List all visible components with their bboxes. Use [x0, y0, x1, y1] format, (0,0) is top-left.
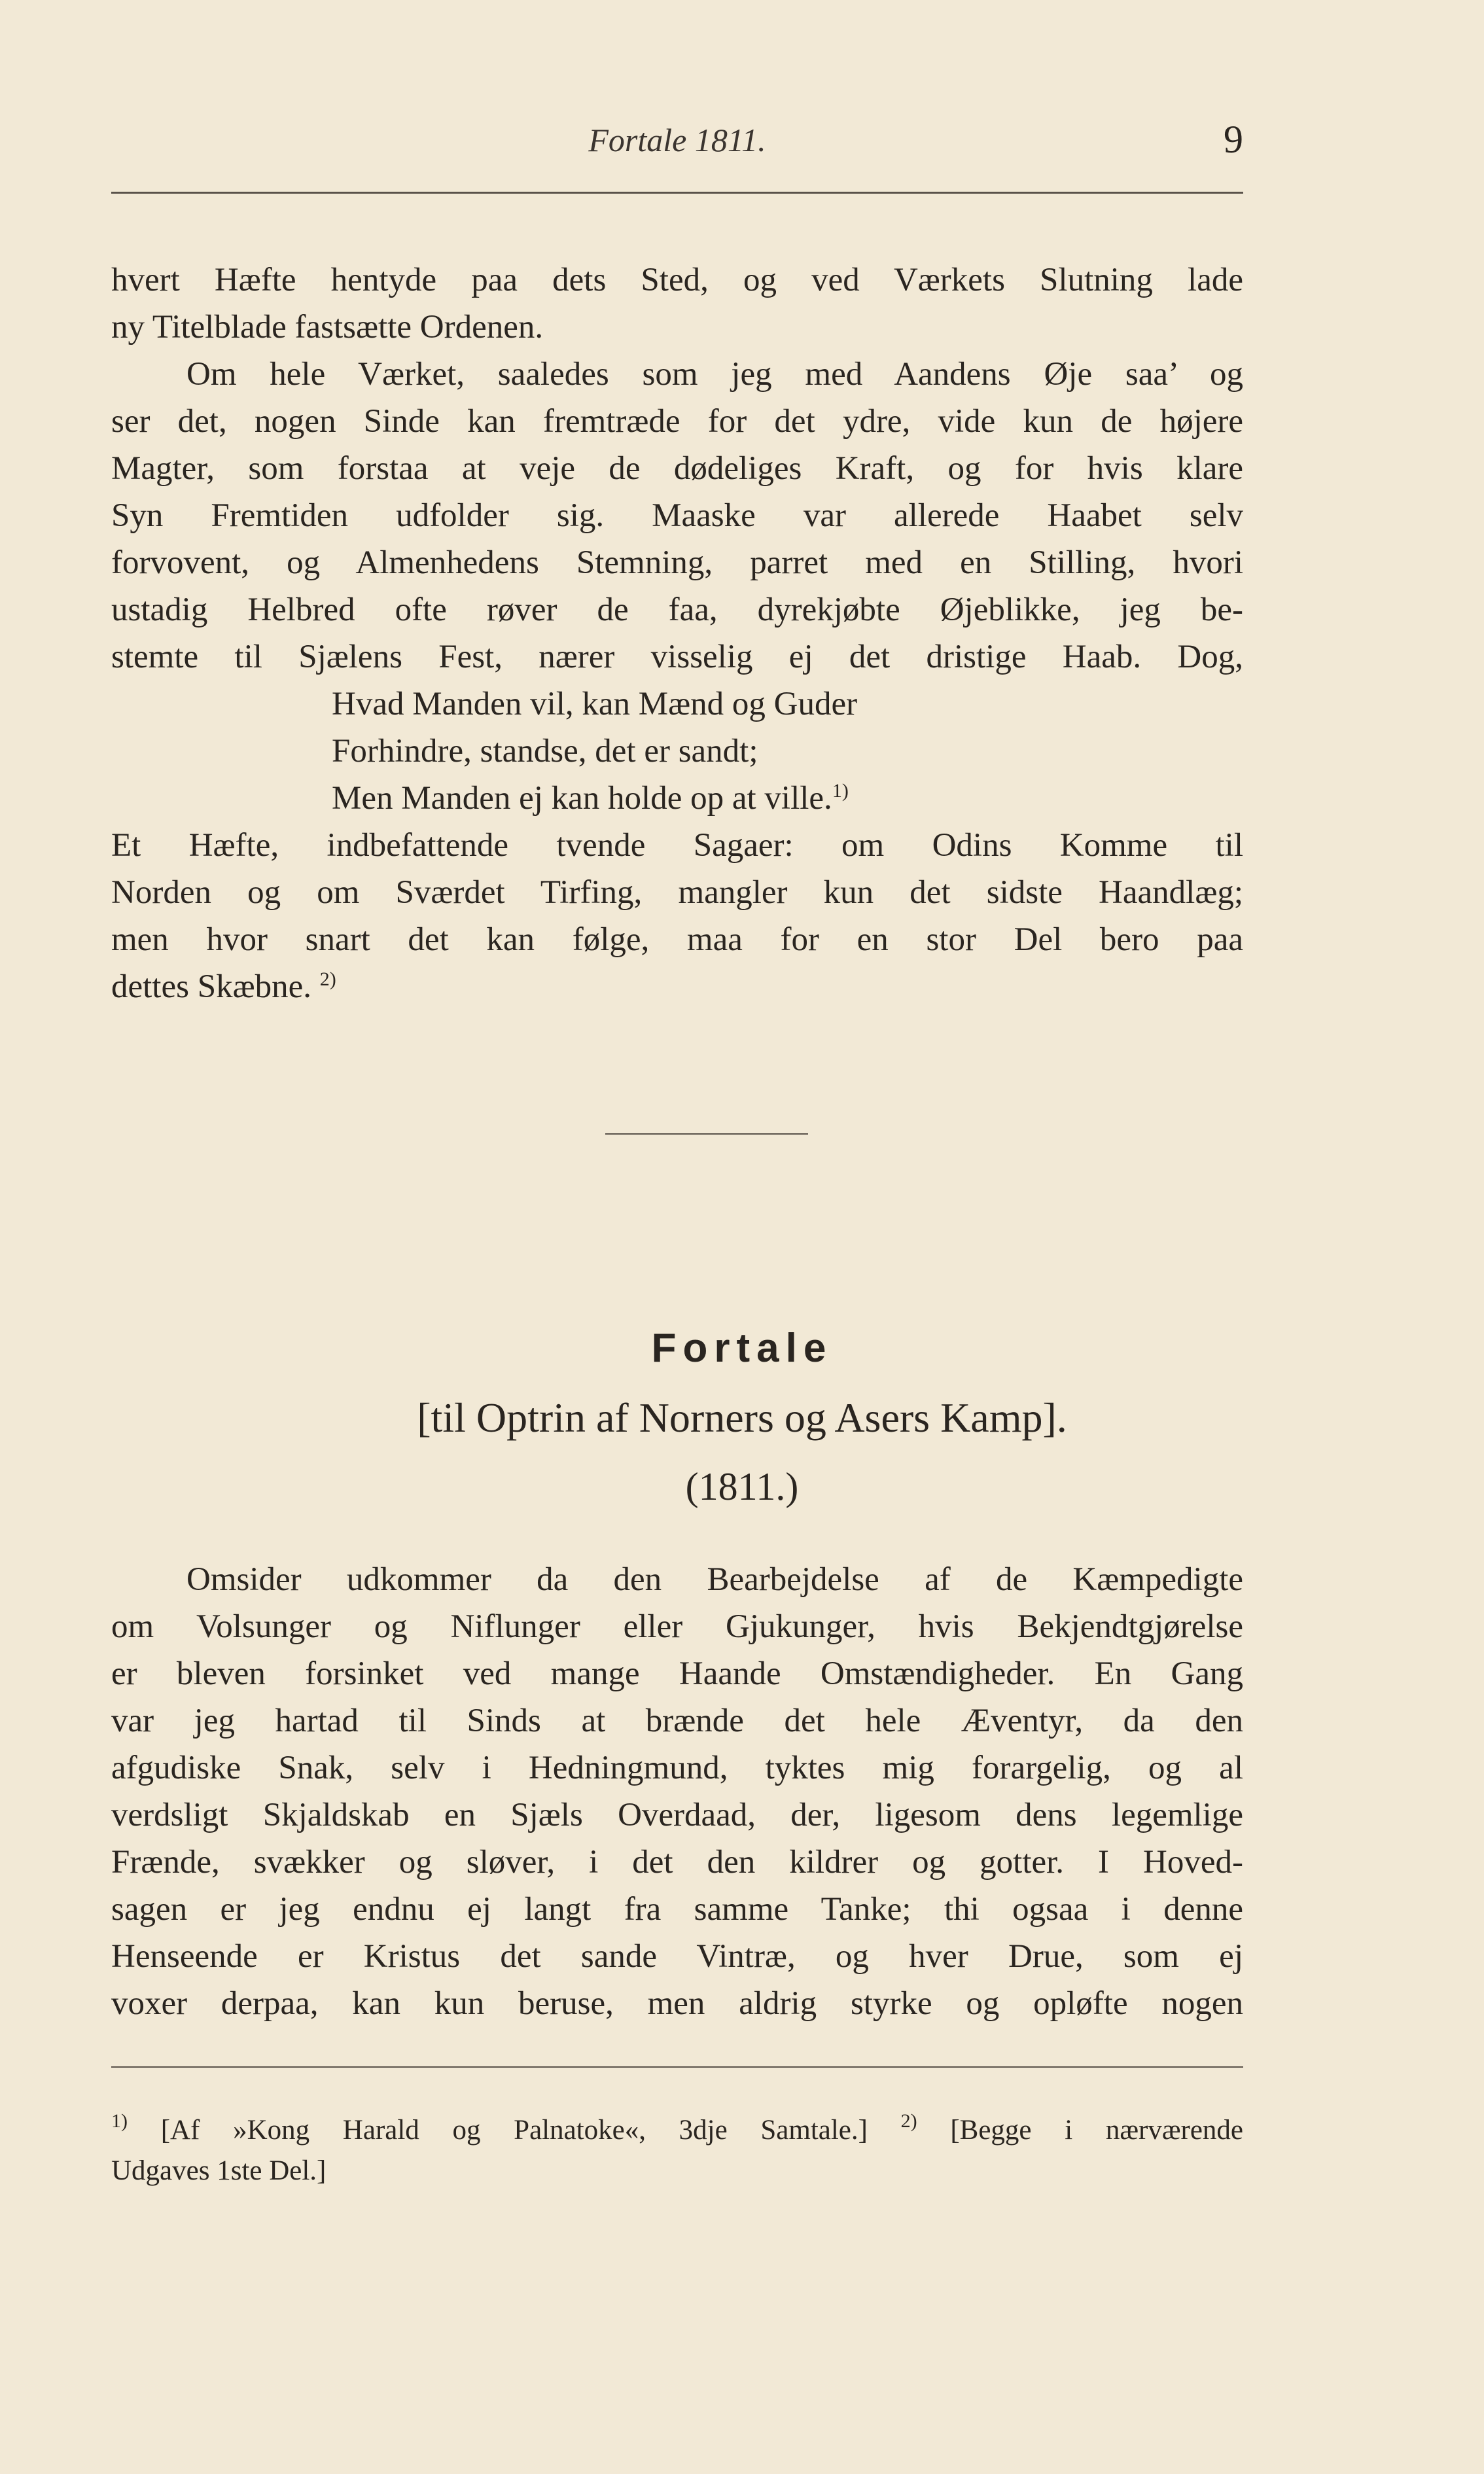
verse-line: [111, 775, 1243, 822]
text-line: er bleven forsinket ved mange Haande Omstændigheder. En Gang: [111, 1655, 1243, 1692]
text-line: Norden og om Sværdet Tirfing, mangler kun det sidste Haandlæg;: [111, 874, 1243, 911]
footnote-mark: 2): [900, 2110, 917, 2132]
footnote-ref: 2): [319, 968, 336, 990]
text-line: Frænde, svækker og sløver, i det den kildrer og gotter. I Hoved-: [111, 1844, 1243, 1881]
text-line: hvert Hæfte hentyde paa dets Sted, og ved Værkets Slutning lade: [111, 262, 1243, 298]
text-line: men hvor snart det kan følge, maa for en stor Del bero paa: [111, 921, 1243, 958]
text-line: ustadig Helbred ofte røver de faa, dyrekjøbte Øjeblikke, jeg be-: [111, 592, 1243, 628]
text-line: ser det, nogen Sinde kan fremtræde for det ydre, vide kun de højere: [111, 403, 1243, 440]
text-line: var jeg hartad til Sinds at brænde det hele Æventyr, da den: [111, 1703, 1243, 1739]
footnote-item-1: [111, 2110, 868, 2146]
text-line: Et Hæfte, indbefattende tvende Sagaer: om Odins Komme til: [111, 827, 1243, 864]
text-line: Henseende er Kristus det sande Vintræ, og hver Drue, som ej: [111, 1938, 1243, 1975]
section-subtitle: [til Optrin af Norners og Asers Kamp].: [417, 1394, 1067, 1441]
section-divider: [605, 1133, 808, 1135]
verse-line: Forhindre, standse, det er sandt;: [332, 733, 758, 769]
text-line: Om hele Værket, saaledes som jeg med Aandens Øje saa’ og: [186, 356, 1243, 393]
text-line: stemte til Sjælens Fest, nærer visselig ej det dristige Haab. Dog,: [111, 639, 1243, 675]
text-line: voxer derpaa, kan kun beruse, men aldrig styrke og opløfte nogen: [111, 1985, 1243, 2022]
text-line: sagen er jeg endnu ej langt fra samme Tanke; thi ogsaa i denne: [111, 1891, 1243, 1928]
footnote-ref: 1): [832, 780, 849, 802]
running-head: [111, 118, 1243, 173]
verse-line: Hvad Manden vil, kan Mænd og Guder: [332, 686, 858, 722]
text-line: forvovent, og Almenhedens Stemning, parret med en Stilling, hvori: [111, 544, 1243, 581]
text-line: Magter, som forstaa at veje de dødeliges Kraft, og for hvis klare: [111, 450, 1243, 487]
footnote-line: [111, 2110, 1243, 2151]
text-line: [111, 963, 1243, 1010]
header-rule: [111, 192, 1243, 194]
text-line: om Volsunger og Niflunger eller Gjukunger, hvis Bekjendtgjørelse: [111, 1608, 1243, 1645]
body-text-section: [111, 1556, 1243, 2027]
footnote-text: [Af »Kong Harald og Palnatoke«, 3dje Samtale.]: [160, 2115, 868, 2146]
text-line: Omsider udkommer da den Bearbejdelse af de Kæmpedigte: [186, 1561, 1243, 1598]
text-line: ny Titelblade fastsætte Ordenen.: [111, 309, 544, 345]
footnotes: [111, 2110, 1243, 2191]
page-number: 9: [1224, 118, 1243, 161]
section-title: Fortale: [651, 1326, 833, 1371]
verse-line-text: Men Manden ej kan holde op at ville.: [332, 780, 832, 817]
footnote-text: [Begge i nærværende: [950, 2115, 1244, 2146]
body-text-top: [111, 256, 1243, 1010]
text-line: afgudiske Snak, selv i Hedningmund, tyktes mig forargelig, og al: [111, 1750, 1243, 1786]
footnote-mark: 1): [111, 2110, 128, 2132]
running-title: Fortale 1811.: [588, 122, 766, 158]
text-line: verdsligt Skjaldskab en Sjæls Overdaad, der, ligesom dens legemlige: [111, 1797, 1243, 1833]
footnote-line: Udgaves 1ste Del.]: [111, 2155, 327, 2186]
footnote-rule: [111, 2066, 1243, 2068]
section-year: (1811.): [685, 1465, 799, 1508]
text-line: Syn Fremtiden udfolder sig. Maaske var allerede Haabet selv: [111, 497, 1243, 534]
footnote-item-2: [900, 2110, 1244, 2146]
text-line-text: dettes Skæbne.: [111, 968, 311, 1005]
